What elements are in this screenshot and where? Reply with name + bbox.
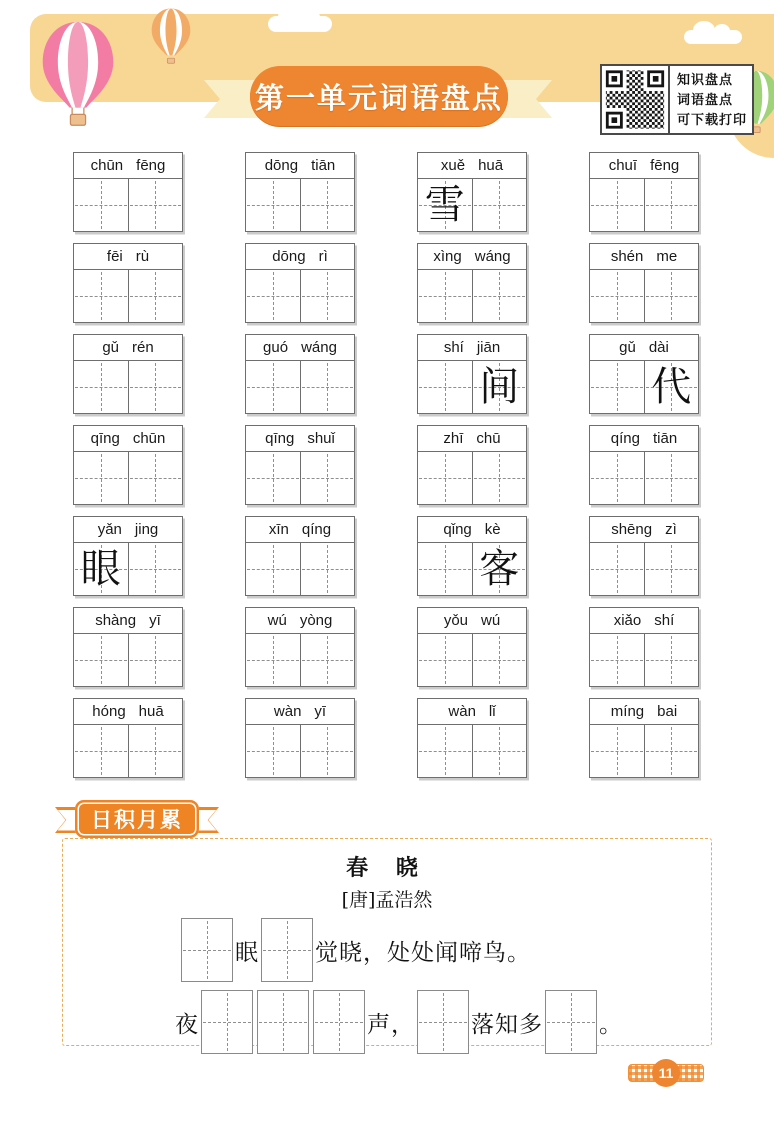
pinyin-label — [74, 335, 182, 361]
pinyin-label — [418, 153, 526, 179]
character-writing-cell[interactable] — [300, 179, 355, 231]
pinyin-syllable: hóng — [92, 703, 126, 720]
word-card — [589, 607, 699, 687]
writing-cells — [418, 270, 526, 322]
writing-cells — [418, 361, 526, 413]
pinyin-syllable: shēng — [611, 521, 653, 538]
pinyin-label — [246, 426, 354, 452]
character-writing-cell[interactable] — [418, 543, 472, 595]
character-writing-cell[interactable] — [590, 361, 644, 413]
writing-cells — [74, 543, 182, 595]
pinyin-syllable: tiān — [311, 157, 336, 174]
words-grid — [73, 152, 699, 778]
poem-writing-box[interactable] — [261, 918, 313, 982]
poem-text: 觉晓，处处闻啼鸟。 — [315, 939, 531, 966]
writing-cells — [590, 361, 698, 413]
poem-writing-box[interactable] — [313, 990, 365, 1054]
character-writing-cell[interactable] — [644, 361, 699, 413]
character-writing-cell[interactable] — [644, 725, 699, 777]
word-card — [73, 243, 183, 323]
word-card — [245, 607, 355, 687]
word-card — [417, 243, 527, 323]
qr-panel — [600, 64, 754, 135]
pinyin-syllable: wú — [267, 612, 287, 629]
writing-cells — [246, 452, 354, 504]
writing-cells — [74, 270, 182, 322]
pinyin-label — [590, 517, 698, 543]
pinyin-label — [418, 699, 526, 725]
writing-cells — [418, 179, 526, 231]
pinyin-label — [246, 699, 354, 725]
word-card — [245, 243, 355, 323]
poem-writing-box[interactable] — [181, 918, 233, 982]
pinyin-label — [418, 426, 526, 452]
page-title: 第一单元词语盘点 — [250, 66, 508, 126]
writing-cells — [74, 179, 182, 231]
character-writing-cell[interactable] — [74, 179, 128, 231]
word-card — [73, 516, 183, 596]
pinyin-syllable: yī — [314, 703, 327, 720]
word-card — [589, 334, 699, 414]
hot-air-balloon-icon — [36, 18, 120, 130]
pinyin-label — [74, 608, 182, 634]
cloud-icon — [684, 30, 742, 44]
writing-cells — [418, 543, 526, 595]
character-writing-cell[interactable] — [74, 270, 128, 322]
pinyin-syllable: yī — [149, 612, 161, 629]
poem-line — [63, 990, 711, 1054]
character-writing-cell[interactable] — [472, 452, 527, 504]
character-writing-cell[interactable] — [644, 270, 699, 322]
pinyin-syllable: huā — [138, 703, 164, 720]
pinyin-syllable: xuě — [440, 157, 466, 174]
pinyin-label — [74, 426, 182, 452]
word-card — [245, 334, 355, 414]
prefilled-character: 雪 — [424, 182, 465, 228]
writing-cells — [74, 452, 182, 504]
pinyin-syllable: chū — [476, 430, 501, 447]
pinyin-label — [418, 608, 526, 634]
word-card — [589, 425, 699, 505]
character-writing-cell[interactable] — [246, 634, 300, 686]
pinyin-syllable: wáng — [301, 339, 337, 356]
writing-cells — [246, 361, 354, 413]
character-writing-cell[interactable] — [472, 634, 527, 686]
character-writing-cell[interactable] — [644, 634, 699, 686]
character-writing-cell[interactable] — [590, 452, 644, 504]
character-writing-cell[interactable] — [300, 634, 355, 686]
character-writing-cell[interactable] — [246, 725, 300, 777]
character-writing-cell[interactable] — [300, 725, 355, 777]
pinyin-label — [246, 335, 354, 361]
pinyin-syllable: qǐng — [443, 521, 472, 538]
pinyin-syllable: chūn — [90, 157, 124, 174]
character-writing-cell[interactable] — [418, 634, 472, 686]
word-card — [73, 425, 183, 505]
character-writing-cell[interactable] — [644, 452, 699, 504]
pinyin-syllable: xiǎo — [613, 612, 642, 629]
word-card — [245, 152, 355, 232]
writing-cells — [246, 270, 354, 322]
character-writing-cell[interactable] — [472, 725, 527, 777]
word-card — [73, 152, 183, 232]
qr-caption-line: 知识盘点 — [677, 71, 734, 87]
poem-writing-box[interactable] — [257, 990, 309, 1054]
pinyin-syllable: kè — [484, 521, 501, 538]
word-card — [73, 698, 183, 778]
writing-cells — [590, 543, 698, 595]
pinyin-syllable: yǎn — [97, 521, 122, 538]
character-writing-cell[interactable] — [246, 543, 300, 595]
character-writing-cell[interactable] — [472, 361, 527, 413]
poem-title: 春 晓 — [346, 855, 428, 881]
pinyin-syllable: shén — [610, 248, 644, 265]
pinyin-syllable: jing — [134, 521, 159, 538]
character-writing-cell[interactable] — [590, 179, 644, 231]
poem-text: 夜 — [175, 1011, 199, 1038]
prefilled-character: 代 — [651, 364, 692, 410]
poem-text: 。 — [599, 1011, 623, 1038]
character-writing-cell[interactable] — [300, 361, 355, 413]
writing-cells — [246, 634, 354, 686]
poem-text: 声， — [367, 1011, 415, 1038]
pinyin-syllable: dài — [648, 339, 669, 356]
pinyin-label — [246, 244, 354, 270]
pinyin-syllable: shuǐ — [307, 430, 335, 447]
character-writing-cell[interactable] — [128, 634, 183, 686]
poem-text: 眠 — [235, 939, 259, 966]
character-writing-cell[interactable] — [128, 179, 183, 231]
pinyin-syllable: qīng — [265, 430, 295, 447]
pinyin-syllable: rì — [318, 248, 328, 265]
word-card — [417, 152, 527, 232]
pinyin-syllable: me — [656, 248, 678, 265]
pinyin-label — [590, 699, 698, 725]
pinyin-syllable: rén — [132, 339, 154, 356]
character-writing-cell[interactable] — [418, 179, 472, 231]
word-card — [417, 334, 527, 414]
pinyin-syllable: lǐ — [488, 703, 496, 720]
character-writing-cell[interactable] — [472, 543, 527, 595]
pinyin-syllable: qīng — [90, 430, 120, 447]
character-writing-cell[interactable] — [472, 179, 527, 231]
accumulation-badge-label: 日积月累 — [91, 809, 183, 832]
word-card — [589, 516, 699, 596]
character-writing-cell[interactable] — [128, 543, 183, 595]
pinyin-syllable: wú — [481, 612, 501, 629]
character-writing-cell[interactable] — [128, 361, 183, 413]
pinyin-label — [246, 153, 354, 179]
writing-cells — [418, 725, 526, 777]
word-card — [245, 425, 355, 505]
pinyin-label — [590, 153, 698, 179]
pinyin-syllable: fēi — [106, 248, 123, 265]
writing-cells — [246, 725, 354, 777]
pinyin-syllable: yǒu — [443, 612, 468, 629]
word-card — [73, 334, 183, 414]
poem-line — [63, 918, 711, 982]
character-writing-cell[interactable] — [644, 179, 699, 231]
pinyin-label — [590, 608, 698, 634]
character-writing-cell[interactable] — [128, 725, 183, 777]
qr-caption-line: 可下载打印 — [677, 111, 748, 127]
cloud-icon — [268, 16, 332, 32]
word-card — [417, 516, 527, 596]
pinyin-syllable: jiān — [476, 339, 501, 356]
writing-cells — [590, 725, 698, 777]
pinyin-syllable: shàng — [95, 612, 137, 629]
character-writing-cell[interactable] — [128, 452, 183, 504]
page-number-badge — [628, 1059, 704, 1087]
pinyin-syllable: rù — [135, 248, 150, 265]
pinyin-syllable: zhī — [443, 430, 464, 447]
character-writing-cell[interactable] — [74, 452, 128, 504]
writing-cells — [74, 725, 182, 777]
prefilled-character: 客 — [479, 546, 520, 592]
poem-writing-box[interactable] — [417, 990, 469, 1054]
character-writing-cell[interactable] — [590, 725, 644, 777]
writing-cells — [246, 543, 354, 595]
pinyin-syllable: fēng — [650, 157, 680, 174]
pinyin-syllable: wàn — [273, 703, 302, 720]
pinyin-syllable: yòng — [299, 612, 333, 629]
pinyin-syllable: qíng — [610, 430, 640, 447]
pinyin-syllable: dōng — [264, 157, 299, 174]
character-writing-cell[interactable] — [74, 543, 128, 595]
pinyin-syllable: chūn — [132, 430, 166, 447]
writing-cells — [590, 634, 698, 686]
qr-caption-line: 词语盘点 — [677, 91, 734, 107]
character-writing-cell[interactable] — [644, 543, 699, 595]
word-card — [589, 243, 699, 323]
character-writing-cell[interactable] — [418, 725, 472, 777]
accumulation-badge — [75, 800, 199, 838]
pinyin-syllable: míng — [610, 703, 645, 720]
character-writing-cell[interactable] — [590, 270, 644, 322]
poem-writing-box[interactable] — [201, 990, 253, 1054]
word-card — [245, 698, 355, 778]
writing-cells — [590, 179, 698, 231]
word-card — [417, 425, 527, 505]
character-writing-cell[interactable] — [246, 361, 300, 413]
pinyin-syllable: xìng — [433, 248, 462, 265]
word-card — [245, 516, 355, 596]
pinyin-label — [246, 517, 354, 543]
prefilled-character: 间 — [479, 364, 520, 410]
pinyin-syllable: wáng — [474, 248, 511, 265]
pinyin-label — [418, 517, 526, 543]
writing-cells — [246, 179, 354, 231]
pinyin-syllable: huā — [478, 157, 504, 174]
pinyin-label — [74, 699, 182, 725]
word-card — [589, 152, 699, 232]
pinyin-label — [418, 244, 526, 270]
writing-cells — [590, 270, 698, 322]
pinyin-syllable: fēng — [136, 157, 166, 174]
character-writing-cell[interactable] — [74, 725, 128, 777]
pinyin-syllable: dōng — [272, 248, 306, 265]
pinyin-syllable: gǔ — [619, 339, 636, 356]
poem-author: [唐]孟浩然 — [341, 889, 433, 911]
writing-cells — [418, 452, 526, 504]
pinyin-syllable: tiān — [653, 430, 678, 447]
pinyin-syllable: qíng — [301, 521, 332, 538]
character-writing-cell[interactable] — [246, 270, 300, 322]
word-card — [417, 698, 527, 778]
character-writing-cell[interactable] — [300, 452, 355, 504]
pinyin-label — [418, 335, 526, 361]
poem-writing-box[interactable] — [545, 990, 597, 1054]
character-writing-cell[interactable] — [246, 179, 300, 231]
pinyin-syllable: chuī — [608, 157, 638, 174]
pinyin-label — [246, 608, 354, 634]
pinyin-label — [590, 335, 698, 361]
writing-cells — [418, 634, 526, 686]
word-card — [417, 607, 527, 687]
character-writing-cell[interactable] — [590, 634, 644, 686]
qr-code-icon — [602, 66, 670, 133]
character-writing-cell[interactable] — [74, 634, 128, 686]
character-writing-cell[interactable] — [300, 270, 355, 322]
word-card — [589, 698, 699, 778]
poem-section — [62, 838, 712, 1046]
page-number: 11 — [652, 1059, 680, 1087]
character-writing-cell[interactable] — [418, 452, 472, 504]
pinyin-label — [74, 517, 182, 543]
pinyin-label — [74, 153, 182, 179]
character-writing-cell[interactable] — [74, 361, 128, 413]
pinyin-syllable: guó — [263, 339, 289, 356]
pinyin-syllable: wàn — [448, 703, 476, 720]
hot-air-balloon-icon — [148, 6, 194, 68]
character-writing-cell[interactable] — [128, 270, 183, 322]
character-writing-cell[interactable] — [418, 270, 472, 322]
prefilled-character: 眼 — [80, 546, 121, 592]
writing-cells — [74, 634, 182, 686]
poem-text: 落知多 — [471, 1011, 543, 1038]
pinyin-syllable: shí — [443, 339, 464, 356]
word-card — [73, 607, 183, 687]
character-writing-cell[interactable] — [418, 361, 472, 413]
pinyin-label — [590, 426, 698, 452]
character-writing-cell[interactable] — [590, 543, 644, 595]
pinyin-label — [590, 244, 698, 270]
writing-cells — [74, 361, 182, 413]
character-writing-cell[interactable] — [472, 270, 527, 322]
pinyin-syllable: shí — [654, 612, 675, 629]
character-writing-cell[interactable] — [246, 452, 300, 504]
writing-cells — [590, 452, 698, 504]
pinyin-syllable: gǔ — [102, 339, 119, 356]
pinyin-syllable: bai — [657, 703, 678, 720]
pinyin-syllable: zì — [665, 521, 677, 538]
pinyin-label — [74, 244, 182, 270]
pinyin-syllable: xīn — [268, 521, 289, 538]
character-writing-cell[interactable] — [300, 543, 355, 595]
